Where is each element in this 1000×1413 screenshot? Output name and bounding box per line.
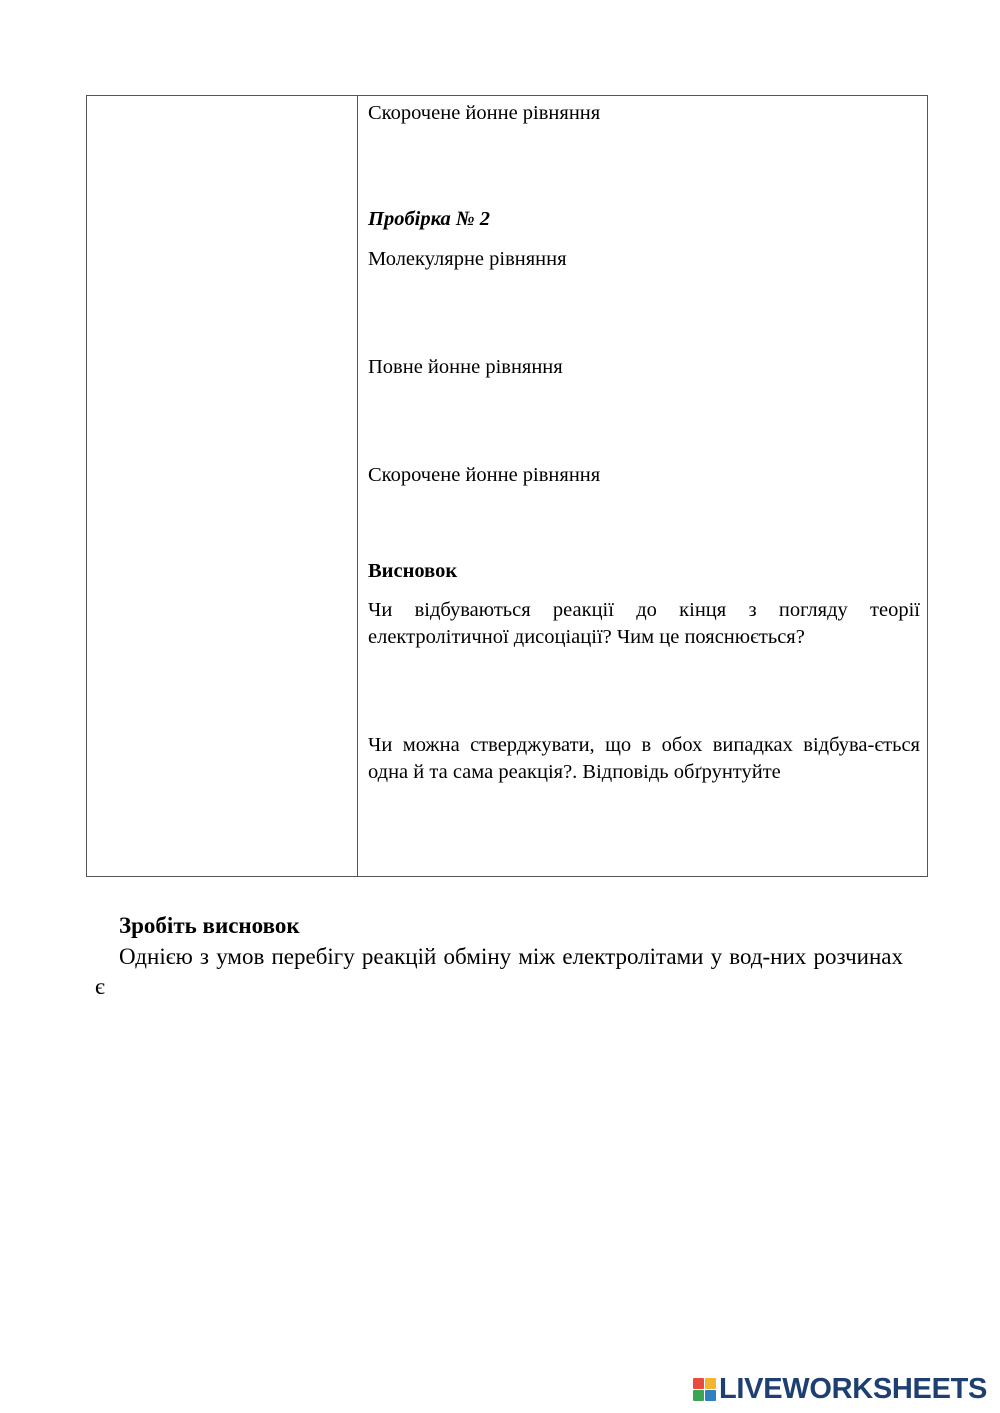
logo-tile-2	[705, 1378, 716, 1389]
conclusion-heading: Висновок	[368, 560, 458, 582]
logo-tile-3	[693, 1390, 704, 1401]
logo-tile-4	[705, 1390, 716, 1401]
table-left-column	[87, 96, 358, 876]
summary-heading: Зробіть висновок	[119, 913, 300, 938]
summary-text: Однією з умов перебігу реакцій обміну між електролітами у вод-них розчинах є	[95, 944, 903, 999]
liveworksheets-logo	[693, 1373, 987, 1405]
conclusion-question-1: Чи відбуваються реакції до кінця з погляду теорії електролітичної дисоціації? Чим це пояснюється?	[368, 599, 920, 648]
logo-tiles-icon	[693, 1378, 716, 1401]
molecular-equation-label: Молекулярне рівняння	[368, 248, 567, 270]
logo-text: LIVEWORKSHEETS	[719, 1372, 988, 1405]
tube-2-heading: Пробірка № 2	[368, 208, 491, 230]
worksheet-table	[86, 95, 928, 877]
full-ionic-equation-label: Повне йонне рівняння	[368, 356, 563, 378]
logo-tile-1	[693, 1378, 704, 1389]
conclusion-question-2: Чи можна стверджувати, що в обох випадках відбува-ється одна й та сама реакція?. Відповідь обґрунтуйте	[368, 734, 920, 783]
short-ionic-equation-label-2: Скорочене йонне рівняння	[368, 464, 601, 486]
short-ionic-equation-label-1: Скорочене йонне рівняння	[368, 102, 601, 124]
